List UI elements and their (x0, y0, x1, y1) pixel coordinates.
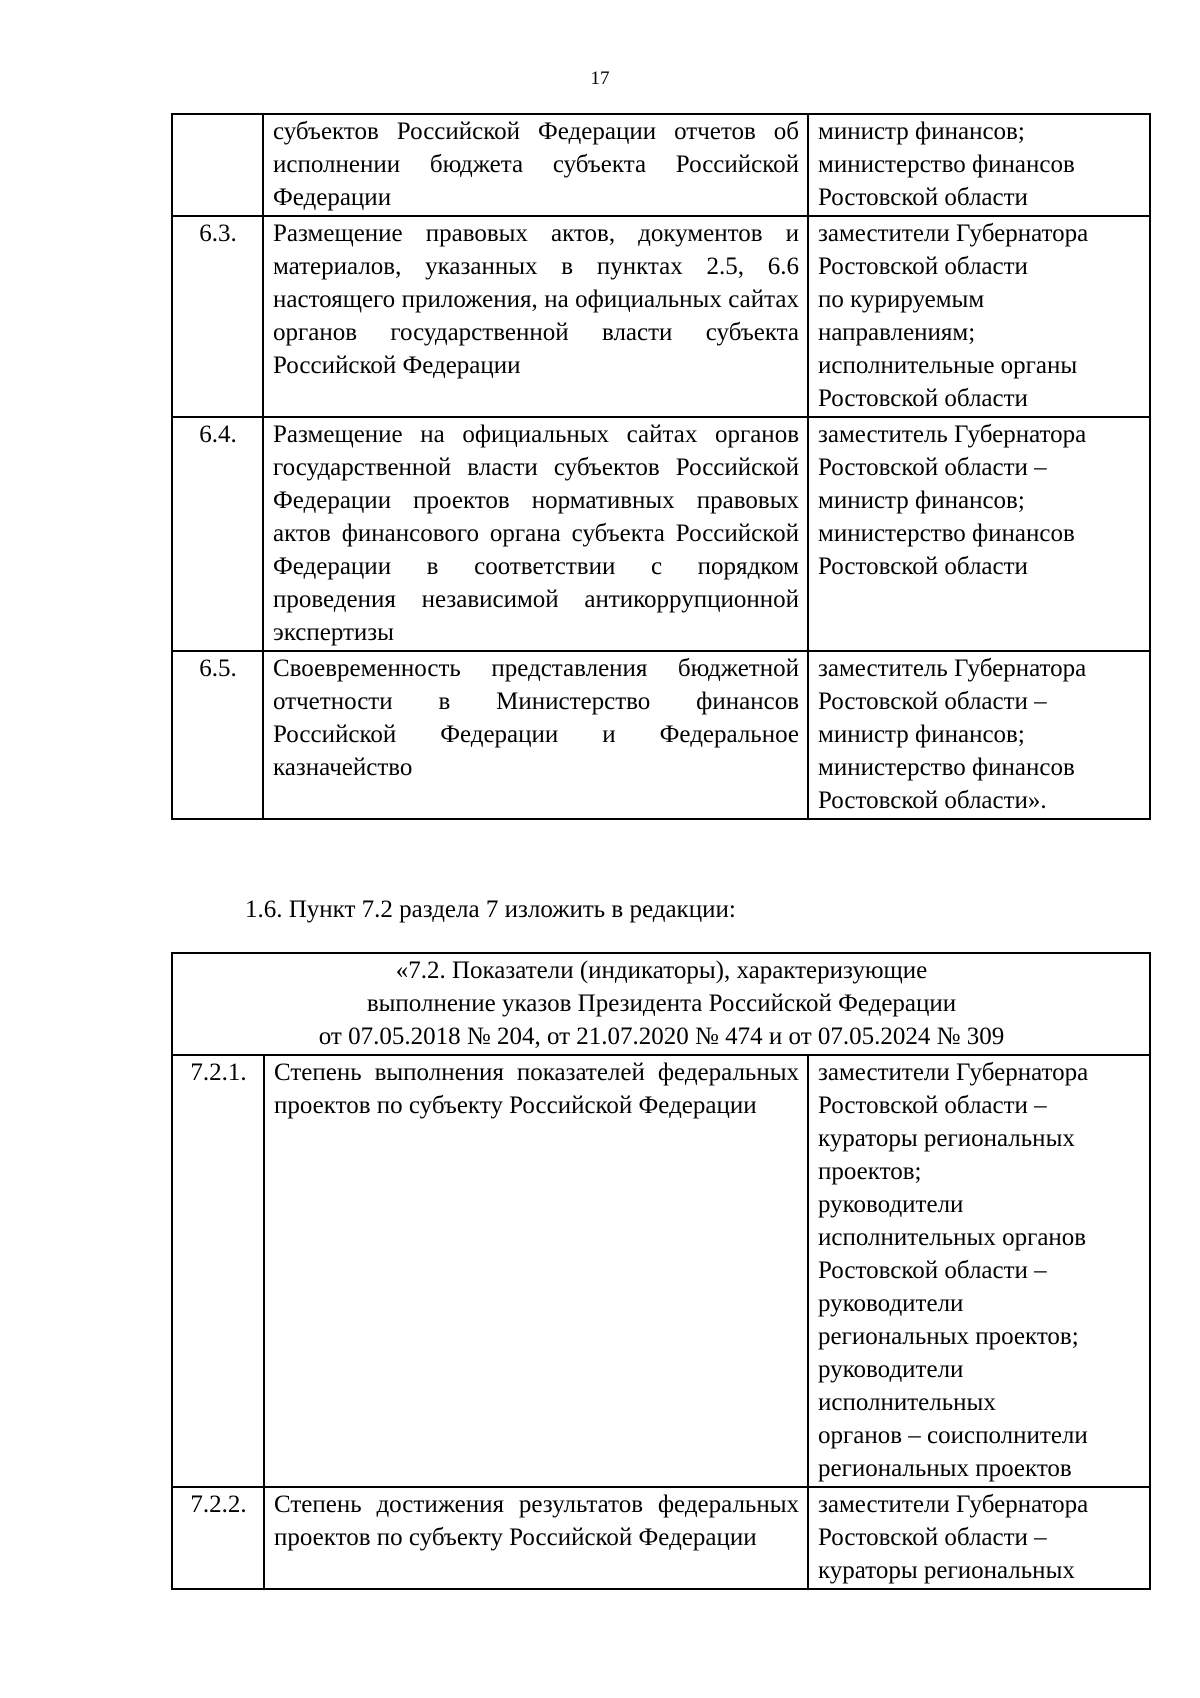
row-responsible (808, 1055, 1150, 1487)
responsible-line: руководители (818, 1290, 964, 1317)
row-responsible (808, 651, 1150, 819)
paragraph-amendment: 1.6. Пункт 7.2 раздела 7 изложить в редакции: (245, 896, 736, 923)
responsible-line: заместители Губернатора (818, 1059, 1089, 1086)
responsible-line: Ростовской области – (818, 688, 1047, 715)
header-line: выполнение указов Президента Российской Федерации (366, 990, 957, 1017)
row-number (172, 114, 263, 216)
table-row (172, 1055, 1150, 1487)
responsible-line: Ростовской области – (818, 1092, 1047, 1119)
responsible-line: по курируемым (818, 286, 985, 313)
responsible-line: кураторы региональных (818, 1557, 1075, 1584)
row-number: 7.2.2. (172, 1487, 264, 1589)
row-responsible (808, 1487, 1150, 1589)
responsible-line: исполнительных органов (818, 1224, 1087, 1251)
responsible-line: руководители (818, 1191, 964, 1218)
table-row (172, 114, 1150, 216)
table-row (172, 651, 1150, 819)
row-description: субъектов Российской Федерации отчетов об исполнении бюджета субъекта Российской Федерации (263, 114, 808, 216)
row-description: Размещение правовых актов, документов и материалов, указанных в пунктах 2.5, 6.6 настоящего приложения, на официальных сайтах органов государственной власти субъекта Российской Федерации (263, 216, 808, 417)
header-line: «7.2. Показатели (индикаторы), характеризующие (395, 957, 928, 984)
table-header-row (172, 953, 1150, 1055)
responsible-line: кураторы региональных (818, 1125, 1075, 1152)
table-measures-6 (171, 113, 1151, 820)
row-number: 6.3. (172, 216, 263, 417)
responsible-line: министерство финансов (818, 520, 1075, 547)
section-header (172, 953, 1150, 1055)
responsible-line: заместители Губернатора (818, 1491, 1089, 1518)
header-line: от 07.05.2018 № 204, от 21.07.2020 № 474 и от 07.05.2024 № 309 (318, 1023, 1005, 1050)
row-description: Степень выполнения показателей федеральных проектов по субъекту Российской Федерации (264, 1055, 808, 1487)
row-description: Своевременность представления бюджетной отчетности в Министерство финансов Российской Федерации и Федеральное казначейство (263, 651, 808, 819)
responsible-line: министр финансов; (818, 118, 1025, 145)
responsible-line: исполнительные органы (818, 352, 1078, 379)
row-responsible (808, 417, 1150, 651)
responsible-line: заместитель Губернатора (818, 421, 1087, 448)
responsible-line: Ростовской области (818, 184, 1028, 211)
responsible-line: Ростовской области – (818, 1257, 1047, 1284)
responsible-line: органов – соисполнители (818, 1422, 1088, 1449)
responsible-line: министр финансов; (818, 487, 1025, 514)
responsible-line: заместители Губернатора (818, 220, 1089, 247)
responsible-line: Ростовской области – (818, 454, 1047, 481)
row-responsible (808, 216, 1150, 417)
row-description: Степень достижения результатов федеральных проектов по субъекту Российской Федерации (264, 1487, 808, 1589)
table-row (172, 1487, 1150, 1589)
table-indicators-7-2 (171, 952, 1151, 1590)
responsible-line: министерство финансов (818, 754, 1075, 781)
responsible-line: региональных проектов; (818, 1323, 1079, 1350)
table-row (172, 417, 1150, 651)
row-number: 7.2.1. (172, 1055, 264, 1487)
page-number: 17 (590, 68, 610, 89)
responsible-line: Ростовской области – (818, 1524, 1047, 1551)
responsible-line: Ростовской области (818, 553, 1028, 580)
responsible-line: министерство финансов (818, 151, 1075, 178)
responsible-line: Ростовской области (818, 253, 1028, 280)
row-number: 6.5. (172, 651, 263, 819)
responsible-line: Ростовской области». (818, 787, 1047, 814)
row-number: 6.4. (172, 417, 263, 651)
responsible-line: направлениям; (818, 319, 976, 346)
responsible-line: руководители (818, 1356, 964, 1383)
responsible-line: заместитель Губернатора (818, 655, 1087, 682)
responsible-line: региональных проектов (818, 1455, 1072, 1482)
table-row (172, 216, 1150, 417)
responsible-line: Ростовской области (818, 385, 1028, 412)
row-responsible (808, 114, 1150, 216)
responsible-line: министр финансов; (818, 721, 1025, 748)
responsible-line: исполнительных (818, 1389, 996, 1416)
row-description: Размещение на официальных сайтах органов государственной власти субъектов Российской Федерации проектов нормативных правовых актов финансового органа субъекта Российской Федерации в соответствии с порядком проведения независимой антикоррупционной экспертизы (263, 417, 808, 651)
responsible-line: проектов; (818, 1158, 922, 1185)
